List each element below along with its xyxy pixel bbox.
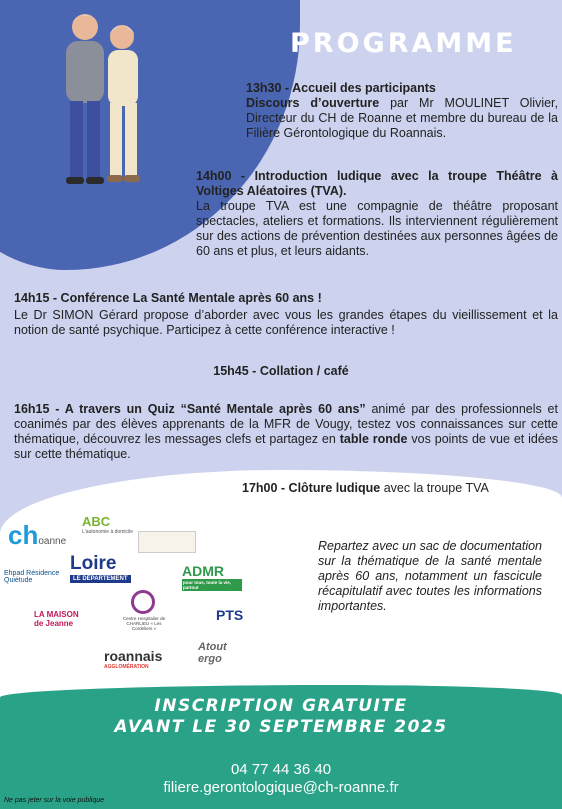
section-1615 (14, 402, 558, 462)
logo-roannais-sub: AGGLOMÉRATION (104, 664, 149, 670)
documentation-note: Repartez avec un sac de documentation sur la thématique de la santé mentale après 60 ans, notamment un fascicule récapitulatif avec toutes les informations importantes. (318, 539, 542, 613)
contact-email[interactable]: filiere.gerontologique@ch-roanne.fr (163, 779, 399, 796)
logo-ch-roanne-sub: oanne (38, 536, 67, 547)
logo-roannais (104, 648, 162, 670)
logo-loire (70, 553, 131, 583)
section-1400-title: 14h00 - Introduction ludique avec la troupe Théâtre à Voltiges Aléatoires (TVA). (196, 169, 558, 198)
section-1330-body (246, 96, 558, 141)
section-1400 (196, 169, 558, 259)
logo-loire-title: Loire (70, 553, 117, 574)
logo-abc-sub: L'autonomie à domicile (82, 529, 133, 535)
registration-line2: AVANT LE 30 SEPTEMBRE 2025 (114, 717, 448, 737)
contact-phone: 04 77 44 36 40 (230, 761, 332, 778)
logo-loire-sub: LE DÉPARTEMENT (70, 575, 131, 583)
section-1330-bold: Discours d’ouverture (246, 96, 380, 110)
section-1330 (246, 81, 558, 141)
section-1415-text: Le Dr SIMON Gérard propose d’aborder avec vous les grandes étapes du vieillissement et la notion de santé psychique. Participez à cette conférence interactive ! (14, 308, 558, 337)
logo-abc (82, 514, 142, 535)
registration-line1: INSCRIPTION GRATUITE (154, 696, 408, 716)
section-1615-title: 16h15 - A travers un Quiz “Santé Mentale après 60 ans” (14, 402, 366, 416)
logo-admr (182, 563, 242, 591)
logo-atout-ergo: Atout ergo (198, 641, 227, 665)
section-1615-bold: table ronde (339, 432, 408, 446)
logo-roannais-title: roannais (104, 648, 163, 664)
section-1415-title: 14h15 - Conférence La Santé Mentale après 60 ans ! (14, 291, 322, 305)
section-1545: 15h45 - Collation / café (213, 364, 349, 378)
section-1330-text: par Mr MOULINET Olivier, Directeur du CH de Roanne et membre du bureau de la Filière Gérontologique du Roannais. (246, 96, 558, 140)
section-1400-text: La troupe TVA est une compagnie de théâtre proposant spectacles, ateliers et formations. Ils interviennent régulièrement sur des actions de prévention destinées aux personnes âgées de 60 ans et plus, et leurs aidants. (196, 199, 558, 258)
section-1700-bold: 17h00 - Clôture ludique (242, 481, 381, 495)
section-1700-text: avec la troupe TVA (380, 481, 489, 495)
logo-partner-card (138, 531, 196, 553)
section-1415 (14, 291, 558, 338)
logo-pts: PTS (216, 607, 244, 623)
logo-admr-title: ADMR (182, 563, 224, 579)
section-1615-text1: animé par des professionnels et coanimés par des élèves apprenants de la MFR de Vougy, testez vos connaissances sur cette thématique, découvrez les messages clefs et partagez en (14, 402, 558, 446)
section-1330-title: 13h30 - Accueil des participants (246, 81, 436, 95)
logo-charlieu: Centre Hospitalier de CHARLIEU « Les Cordeliers » (122, 616, 166, 631)
logo-abc-title: ABC (82, 514, 111, 529)
page-title: PROGRAMME (290, 28, 517, 59)
logo-charlieu-icon (131, 590, 155, 614)
logo-maison-jeanne: LA MAISON de Jeanne (34, 610, 79, 628)
logo-ch-roanne (8, 520, 66, 551)
logo-admr-sub: pour tous, toute la vie, partout (182, 579, 242, 591)
section-1615-text2: vos points de vue et idées sur cette thématique. (14, 432, 559, 461)
section-1700 (242, 481, 562, 496)
elderly-couple-illustration (30, 5, 170, 195)
disclaimer: Ne pas jeter sur la voie publique (4, 797, 105, 804)
logo-ch-roanne-ch: ch (8, 520, 39, 550)
logo-ehpad: Ehpad Résidence Quiétude (4, 570, 60, 584)
